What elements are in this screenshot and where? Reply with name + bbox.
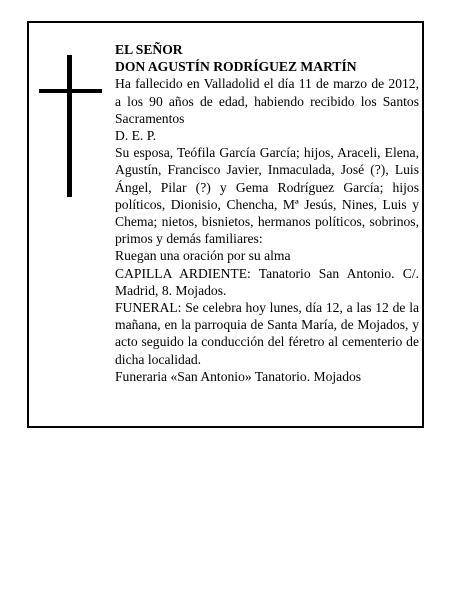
obituary-notice xyxy=(27,21,424,428)
prayer-request: Ruegan una oración por su alma xyxy=(115,248,291,264)
funeral-home: Funeraria «San Antonio» Tanatorio. Mojados xyxy=(115,368,362,384)
cross-horizontal-bar xyxy=(39,89,102,93)
deceased-name: DON AGUSTÍN RODRÍGUEZ MARTÍN xyxy=(115,59,357,75)
family-list: Su esposa, Teófila García García; hijos, Araceli, Elena, Agustín, Francisco Javier, Inmaculada, José (?), Luis Ángel, Pilar (?) y Gema Rodríguez García; hijos políticos, Dionisio, Chencha, Mª Jesús, Nines, Luis y Chema; nietos, bisnietos, hermanos políticos, sobrinos, primos y demás familiares: xyxy=(115,145,419,247)
notice-title: EL SEÑOR xyxy=(115,42,183,57)
notice-content xyxy=(115,41,419,385)
cross-vertical-bar xyxy=(67,55,72,197)
chapel-info: CAPILLA ARDIENTE: Tanatorio San Antonio. C/. Madrid, 8. Mojados. xyxy=(115,265,419,298)
rip-abbreviation: D. E. P. xyxy=(115,128,157,144)
death-info: Ha fallecido en Valladolid el día 11 de marzo de 2012, a los 90 años de edad, habiendo recibido los Santos Sacramentos xyxy=(115,76,419,126)
funeral-info: FUNERAL: Se celebra hoy lunes, día 12, a las 12 de la mañana, en la parroquia de Santa María, de Mojados, y acto seguido la conducción del féretro al cementerio de dicha localidad. xyxy=(115,300,419,367)
